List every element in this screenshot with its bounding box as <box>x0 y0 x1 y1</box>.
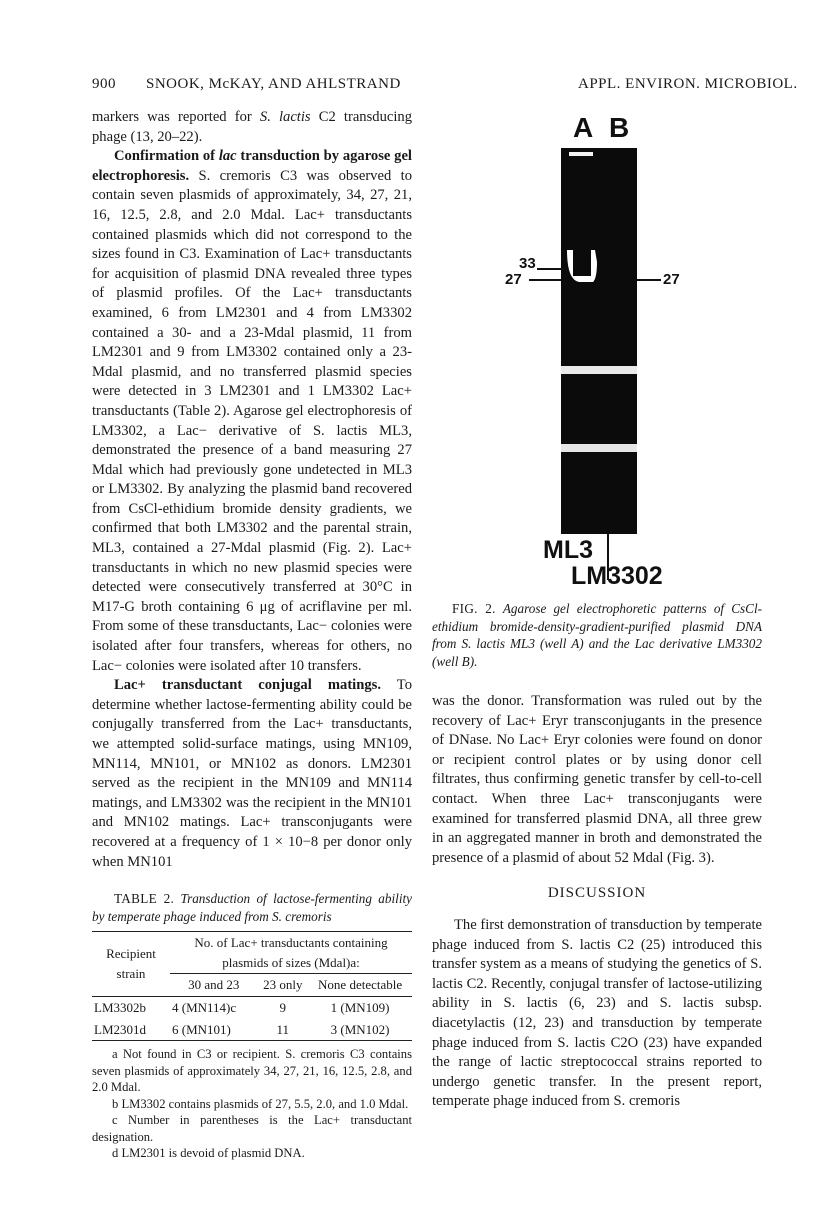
table-row <box>92 1019 412 1041</box>
text: S. cremoris C3 was observed to contain seven plasmids of approximately, 34, 27, 21, 16, 12.5, 2.8, and 2.0 Mdal. Lac+ transductants contained plasmids which did not correspond to the sizes found in C3. Examination of Lac+ transductants for acquisition of plasmid DNA revealed three types of plasmid profiles. Of the Lac+ transductants examined, 6 from LM2301 and 4 from LM3302 contained a 30- and a 23-Mdal plasmid, 11 from LM2301 and 9 from LM3302 contained only a 23-Mdal plasmid, and no transferred plasmid species were detected in 3 LM2301 and 1 LM3302 Lac+ transductants (Table 2). Agarose gel electrophoresis of LM3302, a Lac− derivative of S. lactis ML3, demonstrated the presence of a band measuring 27 Mdal which had previously gone undetected in ML3 or LM3302. By analyzing the plasmid band recovered from CsCl-ethidium bromide density gradients, we confirmed that both LM3302 and the parental strain, ML3, contained a 27-Mdal plasmid (Fig. 2). Lac+ transductants in which no new plasmid species were detected were consecutively transferred at 30°C in M17-G broth containing 6 μg of acriflavine per ml. From some of these transductants, Lac− colonies were isolated after four transfers, whereas for others, no Lac− colonies were isolated after 10 transfers. <box>92 167 412 674</box>
table-2 <box>92 931 412 1041</box>
footnote: c Number in parentheses is the Lac+ transductant designation. <box>92 1113 412 1144</box>
paragraph-lac-transduction <box>92 147 412 676</box>
text: markers was reported for <box>92 109 260 125</box>
column-header: Recipient strain <box>106 946 156 982</box>
page-number: 900 <box>92 76 116 92</box>
figure-caption-text: Agarose gel electrophoretic patterns of CsCl-ethidium bromide-density-gradient-purified plasmid DNA from S. lactis ML3 (well A) and the Lac derivative LM3302 (well B). <box>432 601 763 669</box>
gel-dark-gap <box>573 242 591 276</box>
table-cell: LM2301d <box>94 1021 146 1037</box>
table-cell: 9 <box>279 999 287 1015</box>
table-footnotes <box>92 1046 412 1162</box>
footnote: b LM3302 contains plasmids of 27, 5.5, 2.0, and 1.0 Mdal. <box>112 1096 409 1111</box>
column-group-header: No. of Lac+ transductants containing plasmids of sizes (Mdal)a: <box>194 935 388 970</box>
text: To determine whether lactose-fermenting ability could be conjugally transferred from the Lac+ transductants, we attempted solid-surface matings, using MN109, MN114, MN101, or MN102 as donors. LM2301 served as the recipient in the MN109 and MN114 matings, and LM3302 was the recipient in the MN101 and MN102 matings. Lac+ transconjugants were recovered at a frequency of 1 × 10−8 per donor only when MN101 <box>92 677 412 870</box>
table-cell: 3 (MN102) <box>330 1021 390 1037</box>
text: S. lactis <box>259 109 311 125</box>
column-header: None detectable <box>318 977 403 993</box>
table-label: TABLE 2. <box>114 891 175 907</box>
label-ml3: ML3 <box>543 536 593 564</box>
table-cell: 4 (MN114)c <box>172 999 237 1015</box>
lane-label-a: A <box>573 112 594 143</box>
marker-label-27-right: 27 <box>663 271 680 288</box>
gel-separator <box>561 374 637 380</box>
footnote: a Not found in C3 or recipient. S. cremoris C3 contains seven plasmids of approximately 34, 27, 21, 16, 12.5, 2.8, and 2.0 Mdal. <box>92 1047 412 1095</box>
paragraph-continuation <box>92 108 412 147</box>
section-heading: Confirmation of lac transduction by agarose gel electrophoresis. <box>92 148 412 184</box>
figure-label: FIG. 2. <box>452 601 496 616</box>
footnote: d LM2301 is devoid of plasmid DNA. <box>112 1146 305 1161</box>
right-column <box>432 692 762 1112</box>
table-cell: 6 (MN101) <box>172 1021 231 1037</box>
running-authors: SNOOK, McKAY, AND AHLSTRAND <box>146 76 401 92</box>
paragraph-discussion: The first demonstration of transduction by temperate phage induced from S. lactis C2 (25) introduced this transfer system as a means of studying the genetics of S. lactis C2. Recently, conjugal transfer of lactose-utilizing ability in S. lactis (6, 23) and S. lactis subsp. diacetylactis (12, 23) and transduction by temperate phage induced from S. lactis C2O (23) have expanded the range of lactic streptococcal strains reported to undergo genetic transfer. In the present report, temperate phage induced from S. cremoris <box>432 916 763 1110</box>
gel-separator <box>561 452 637 460</box>
figure-caption <box>432 600 762 670</box>
column-header: 23 only <box>263 977 303 993</box>
gel-figure <box>505 112 685 592</box>
text: C2 transducing phage (13, 20–22). <box>92 109 412 145</box>
table-caption <box>92 890 412 925</box>
well-band <box>569 152 593 156</box>
running-journal: APPL. ENVIRON. MICROBIOL. <box>578 76 798 92</box>
paragraph-conjugal-matings <box>92 676 412 872</box>
table-row <box>92 996 412 1018</box>
section-heading: Lac+ transductant conjugal matings. <box>114 677 381 694</box>
table-cell: LM3302b <box>94 999 146 1015</box>
table-title: Transduction of lactose-fermenting ability by temperate phage induced from S. cremoris <box>92 891 413 924</box>
gel-image <box>505 112 685 592</box>
lane-label-b: B <box>609 112 630 143</box>
marker-label-27-left: 27 <box>505 271 522 288</box>
label-lm3302: LM3302 <box>571 562 663 590</box>
column-header: 30 and 23 <box>188 977 240 993</box>
table-cell: 1 (MN109) <box>330 999 390 1015</box>
paragraph-donor: was the donor. Transformation was ruled out by the recovery of Lac+ Eryr transconjugants in the presence of DNase. No Lac+ Eryr colonies were found on donor or recipient control plates or by using donor cell filtrates, thus confirming genetic transfer by cell-to-cell contact. When three Lac+ transconjugants were examined for transferred plasmid DNA, all three grew in an aggregated manner in broth and demonstrated the presence of a plasmid of about 52 Mdal (Fig. 3). <box>432 693 762 866</box>
left-column <box>92 108 412 1162</box>
table-cell: 11 <box>276 1021 290 1037</box>
marker-label-33: 33 <box>519 255 536 272</box>
section-heading-discussion: DISCUSSION <box>547 885 647 902</box>
gel-background <box>561 148 637 534</box>
